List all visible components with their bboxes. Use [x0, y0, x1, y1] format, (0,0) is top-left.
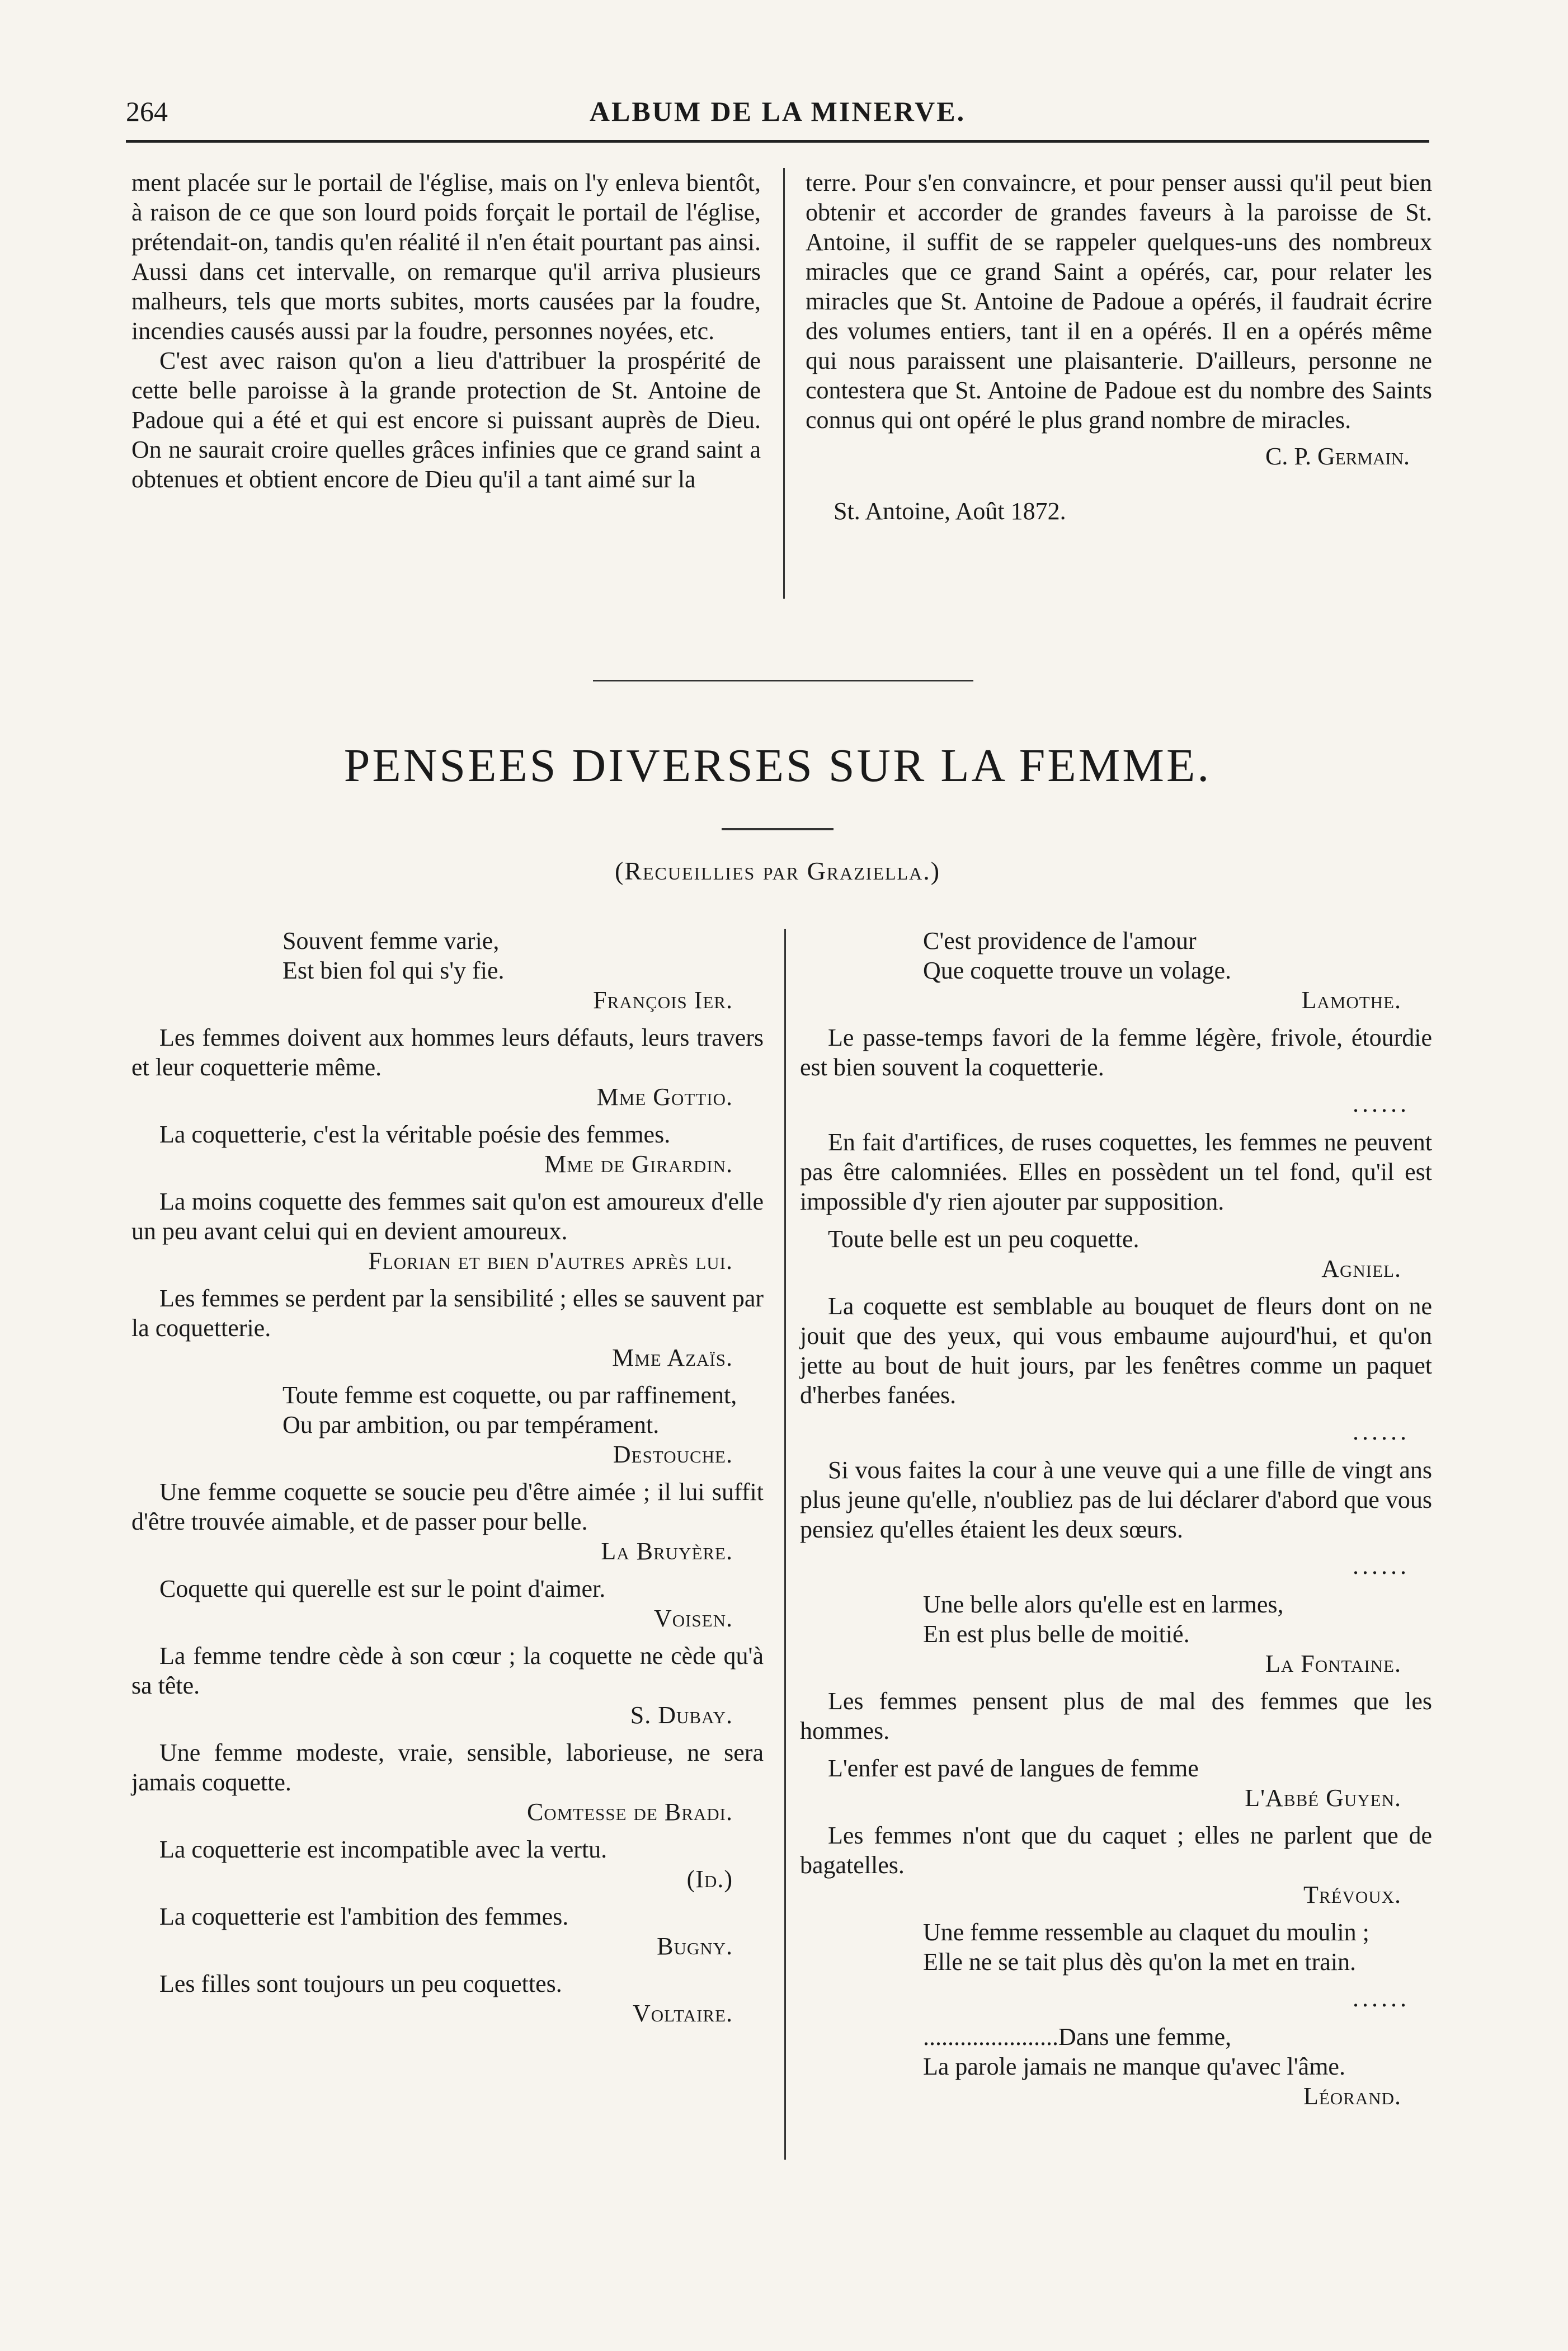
- quote: [800, 2022, 1432, 2111]
- quote-attribution: Comtesse de Bradi.: [526, 1798, 733, 1826]
- quote-attribution: (Id.): [686, 1865, 733, 1893]
- quote-attribution: Florian et bien d'autres après lui.: [368, 1247, 733, 1275]
- section-separator: [593, 680, 973, 681]
- article-paragraph: terre. Pour s'en convaincre, et pour penser aussi qu'il peut bien obtenir et accorder de grandes faveurs à la paroisse de St. Antoine, il suffit de se rappeler quelques-uns des nombreux miracles que ce grand Saint a opérés, car, pour relater les miracles que St. Antoine de Padoue a opérés, il faudrait écrire des volumes entiers, tant il en a opérés. Il en a opérés même qui nous paraissent une plaisanterie. D'ailleurs, personne ne contestera que St. Antoine de Padoue est du nombre des Saints connus qui ont opéré le plus grand nombre de miracles.: [806, 169, 1432, 434]
- quote: [131, 1380, 764, 1469]
- quote-verse-line: Une belle alors qu'elle est en larmes,: [923, 1591, 1284, 1618]
- quote: [131, 1641, 764, 1730]
- title-underline: [722, 828, 834, 830]
- header-rule: [126, 140, 1429, 143]
- quote-text: La femme tendre cède à son cœur ; la coquette ne cède qu'à sa tête.: [131, 1642, 764, 1699]
- quote-verse-line: Toute femme est coquette, ou par raffinement,: [282, 1381, 737, 1409]
- quote: [800, 1917, 1432, 2013]
- quote-text: Les femmes n'ont que du caquet ; elles ne parlent que de bagatelles.: [800, 1822, 1432, 1879]
- quote: [131, 1120, 764, 1179]
- quote: [800, 1455, 1432, 1581]
- quote: [800, 1686, 1432, 1746]
- quote-verse-line: Ou par ambition, ou par tempérament.: [282, 1411, 660, 1438]
- article-paragraph: C'est avec raison qu'on a lieu d'attribuer la prospérité de cette belle paroisse à la grande protection de St. Antoine de Padoue qui a été et qui est encore si puissant auprès de Dieu. On ne saurait croire quelles grâces infinies que ce grand saint a obtenues et obtient encore de Dieu qu'il a tant aimé sur la: [131, 347, 761, 493]
- quote-text: Une femme coquette se soucie peu d'être aimée ; il lui suffit d'être trouvée aimable, et de passer pour belle.: [131, 1478, 764, 1535]
- ellipsis-separator: ......: [1353, 1090, 1410, 1117]
- section-subtitle: (Recueillies par Graziella.): [614, 857, 941, 885]
- quote: [131, 1574, 764, 1633]
- section-title: PENSEES DIVERSES SUR LA FEMME.: [343, 740, 1212, 792]
- quote: [131, 1477, 764, 1566]
- quote-text: Si vous faites la cour à une veuve qui a une fille de vingt ans plus jeune qu'elle, n'oubliez pas de lui déclarer d'abord que vous pensiez qu'elles étaient les deux sœurs.: [800, 1456, 1432, 1543]
- quote: [131, 1969, 764, 2028]
- quote-verse-line: La parole jamais ne manque qu'avec l'âme.: [923, 2053, 1345, 2080]
- page-header: [126, 90, 1429, 143]
- quote: [131, 926, 764, 1015]
- quote: [800, 1291, 1432, 1446]
- quote-text: Coquette qui querelle est sur le point d'aimer.: [159, 1575, 606, 1602]
- quote-text: Toute belle est un peu coquette.: [828, 1225, 1139, 1253]
- quote: [131, 1738, 764, 1827]
- quote-text: La coquetterie, c'est la véritable poésie des femmes.: [159, 1121, 671, 1148]
- quote: [800, 1821, 1432, 1910]
- quote-verse-line: Est bien fol qui s'y fie.: [282, 957, 505, 984]
- quote-text: En fait d'artifices, de ruses coquettes, les femmes ne peuvent pas être calomniées. Elles en possèdent un tel fond, qu'il est impossible d'y rien ajouter par supposition.: [800, 1129, 1432, 1215]
- quote: [131, 1835, 764, 1894]
- column-divider: [784, 929, 786, 2160]
- quote-verse-line: Une femme ressemble au claquet du moulin ;: [923, 1919, 1369, 1946]
- quote: [800, 926, 1432, 1015]
- quote-attribution: François Ier.: [593, 986, 733, 1014]
- quote-text: La moins coquette des femmes sait qu'on est amoureux d'elle un peu avant celui qui en devient amoureux.: [131, 1188, 764, 1245]
- quotes-right-column: [800, 926, 1432, 2119]
- quote-attribution: S. Dubay.: [630, 1701, 733, 1729]
- quote: [800, 1023, 1432, 1118]
- quote-text: Le passe-temps favori de la femme légère, frivole, étourdie est bien souvent la coquetterie.: [800, 1024, 1432, 1081]
- quote-text: Les femmes se perdent par la sensibilité ; elles se sauvent par la coquetterie.: [131, 1285, 764, 1342]
- quote-attribution: Lamothe.: [1301, 986, 1401, 1014]
- quote-verse-line: C'est providence de l'amour: [923, 927, 1197, 954]
- top-article-left-column: [131, 168, 761, 494]
- ellipsis-separator: ......: [1353, 1418, 1410, 1445]
- quote: [131, 1283, 764, 1372]
- quote-text: La coquetterie est incompatible avec la vertu.: [159, 1836, 608, 1863]
- quote-verse-line: Que coquette trouve un volage.: [923, 957, 1232, 984]
- article-signature: C. P. Germain.: [1265, 443, 1410, 470]
- page-number: 264: [126, 96, 168, 127]
- quote-attribution: Léorand.: [1303, 2082, 1401, 2110]
- quote: [800, 1224, 1432, 1283]
- quote: [131, 1023, 764, 1112]
- top-article-right-column: [806, 168, 1432, 526]
- quote-attribution: La Fontaine.: [1265, 1650, 1401, 1677]
- quote: [800, 1753, 1432, 1813]
- quote-text: Les femmes doivent aux hommes leurs défauts, leurs travers et leur coquetterie même.: [131, 1024, 764, 1081]
- quote-text: La coquetterie est l'ambition des femmes.: [159, 1903, 569, 1930]
- quote-verse-line: En est plus belle de moitié.: [923, 1620, 1190, 1648]
- quote: [131, 1187, 764, 1276]
- quote-attribution: Mme Gottio.: [596, 1083, 733, 1111]
- quote-text: Une femme modeste, vraie, sensible, laborieuse, ne sera jamais coquette.: [131, 1739, 764, 1796]
- quote-text: Les filles sont toujours un peu coquettes.: [159, 1970, 562, 1997]
- quote-verse-line: ......................Dans une femme,: [923, 2023, 1232, 2051]
- quote-attribution: Destouche.: [613, 1441, 733, 1468]
- quote-attribution: Mme Azaïs.: [612, 1344, 733, 1371]
- quote: [131, 1902, 764, 1961]
- quotes-left-column: [131, 926, 764, 2036]
- quote-attribution: Voltaire.: [632, 2000, 733, 2027]
- quote-attribution: L'Abbé Guyen.: [1245, 1784, 1401, 1812]
- quote: [800, 1590, 1432, 1678]
- quote-attribution: Mme de Girardin.: [544, 1150, 733, 1178]
- quote: [800, 1127, 1432, 1216]
- ellipsis-separator: ......: [1353, 1552, 1410, 1579]
- quote-attribution: Agniel.: [1321, 1255, 1401, 1282]
- quote-text: Les femmes pensent plus de mal des femmes que les hommes.: [800, 1687, 1432, 1745]
- quote-attribution: La Bruyère.: [601, 1537, 733, 1565]
- quote-text: L'enfer est pavé de langues de femme: [828, 1755, 1199, 1782]
- quote-text: La coquette est semblable au bouquet de fleurs dont on ne jouit que des yeux, qui vous embaume aujourd'hui, et qu'on jette au bout de huit jours, par les fenêtres comme un paquet d'herbes fanées.: [800, 1292, 1432, 1409]
- running-title: ALBUM DE LA MINERVE.: [589, 96, 966, 127]
- ellipsis-separator: ......: [1353, 1985, 1410, 2012]
- article-paragraph: ment placée sur le portail de l'église, mais on l'y enleva bientôt, à raison de ce que son lourd poids forçait le portail de l'église, prétendait-on, tandis qu'en réalité il n'en était pourtant pas ainsi. Aussi dans cet intervalle, on remarque qu'il arriva plusieurs malheurs, tels que morts subites, morts causées par la foudre, incendies causés aussi par la foudre, personnes noyées, etc.: [131, 169, 761, 345]
- article-place-date: St. Antoine, Août 1872.: [834, 497, 1066, 525]
- column-divider: [783, 168, 785, 599]
- quote-attribution: Voisen.: [653, 1605, 733, 1632]
- quote-attribution: Bugny.: [657, 1932, 733, 1960]
- quote-attribution: Trévoux.: [1303, 1881, 1401, 1908]
- quote-verse-line: Elle ne se tait plus dès qu'on la met en train.: [923, 1948, 1357, 1976]
- quote-verse-line: Souvent femme varie,: [282, 927, 500, 954]
